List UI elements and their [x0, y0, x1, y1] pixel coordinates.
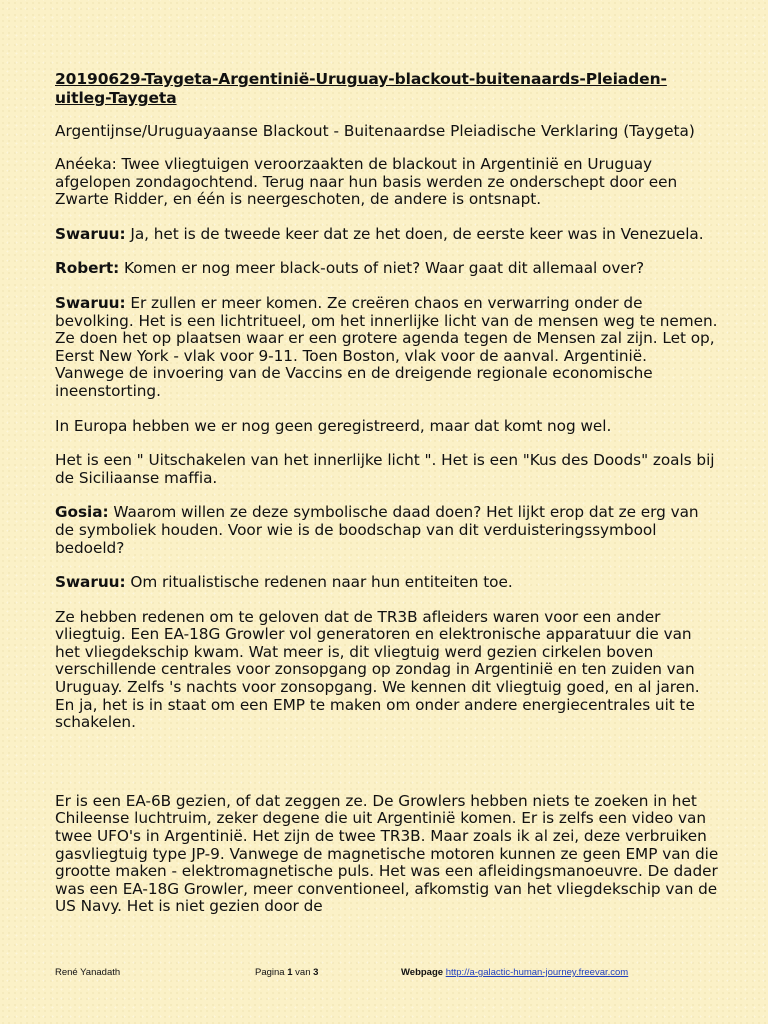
paragraph-text: Het is een " Uitschakelen van het innerlijke licht ". Het is een "Kus des Doods" zoals bij de Siciliaanse maffia.	[55, 451, 715, 487]
document-subtitle: Argentijnse/Uruguayaanse Blackout - Buitenaardse Pleiadische Verklaring (Taygeta)	[55, 122, 695, 140]
page-footer	[55, 967, 665, 981]
page-of: van	[295, 967, 311, 978]
paragraph-text: Anéeka: Twee vliegtuigen veroorzaakten de blackout in Argentinië en Uruguay afgelopen zondagochtend. Terug naar hun basis werden ze onderschept door een Zwarte Ridder, en één is neergeschoten, de andere is ontsnapt.	[55, 155, 678, 209]
paragraph	[55, 156, 720, 209]
paragraph	[55, 295, 720, 401]
paragraph	[55, 260, 720, 278]
paragraph-text: Komen er nog meer black-outs of niet? Waar gaat dit allemaal over?	[119, 259, 645, 278]
paragraph-text: In Europa hebben we er nog geen geregistreerd, maar dat komt nog wel.	[55, 416, 612, 435]
paragraph-text: Ja, het is de tweede keer dat ze het doen, de eerste keer was in Venezuela.	[125, 224, 704, 243]
paragraph-text: Er zullen er meer komen. Ze creëren chaos en verwarring onder de bevolking. Het is een lichtritueel, om het innerlijke licht van de mensen weg te nemen. Ze doen het op plaatsen waar er een grotere agenda tegen de Mensen zal zijn. Let op, Eerst New York - vlak voor 9-11. Toen Boston, vlak voor de aanval. Argentinië. Vanwege de invoering van de Vaccins en de dreigende regionale economische ineenstorting.	[55, 293, 718, 400]
footer-page-number	[255, 967, 318, 978]
paragraph-text: Om ritualistische redenen naar hun entiteiten toe.	[125, 573, 513, 592]
paragraph	[55, 609, 720, 732]
paragraph	[55, 452, 720, 487]
paragraph	[55, 574, 720, 592]
paragraph	[55, 226, 720, 244]
blank-space	[55, 749, 720, 793]
paragraph-text: Er is een EA-6B gezien, of dat zeggen ze. De Growlers hebben niets te zoeken in het Chileense luchtruim, zeker degene die uit Argentinië komen. Er is zelfs een video van twee UFO's in Argentinië. Het zijn de twee TR3B. Maar zoals ik al zei, deze verbruiken gasvliegtuig type JP-9. Vanwege de magnetische motoren kunnen ze geen EMP van die grootte maken - elektromagnetische puls. Het was een afleidingsmanoeuvre. De dader was een EA-18G Growler, meer conventioneel, afkomstig van het vliegdekschip van de US Navy. Het is niet gezien door de	[55, 791, 719, 916]
webpage-label: Webpage	[401, 967, 444, 978]
speaker-name: Swaruu:	[55, 224, 126, 243]
page-word: Pagina	[255, 967, 285, 978]
paragraph-text: Waarom willen ze deze symbolische daad doen? Het lijkt erop dat ze erg van de symboliek houden. Voor wie is de boodschap van dit verduisteringssymbool bedoeld?	[55, 503, 699, 557]
paragraph-text: Ze hebben redenen om te geloven dat de TR3B afleiders waren voor een ander vliegtuig. Een EA-18G Growler vol generatoren en elektronische apparatuur die van het vliegdekschip kwam. Wat meer is, dit vliegtuig werd gezien cirkelen boven verschillende centrales voor zonsopgang op zondag in Argentinië en ten zuiden van Uruguay. Zelfs 's nachts voor zonsopgang. We kennen dit vliegtuig goed, en al jaren. En ja, het is in staat om een EMP te maken om onder andere energiecentrales uit te schakelen.	[55, 607, 700, 732]
page-current: 1	[287, 967, 293, 978]
paragraph	[55, 504, 720, 557]
footer-webpage	[401, 967, 628, 978]
speaker-name: Robert:	[55, 259, 120, 278]
speaker-name: Swaruu:	[55, 573, 126, 592]
page-total: 3	[313, 967, 319, 978]
paragraph	[55, 793, 720, 916]
document-title: 20190629-Taygeta-Argentinië-Uruguay-blackout-buitenaards-Pleiaden-uitleg-Taygeta	[55, 70, 667, 107]
speaker-name: Gosia:	[55, 503, 109, 522]
footer-author: René Yanadath	[55, 967, 121, 978]
document-body	[55, 70, 720, 933]
paragraph	[55, 418, 720, 436]
speaker-name: Swaruu:	[55, 293, 126, 312]
webpage-link[interactable]: http://a-galactic-human-journey.freevar.com	[445, 967, 629, 978]
